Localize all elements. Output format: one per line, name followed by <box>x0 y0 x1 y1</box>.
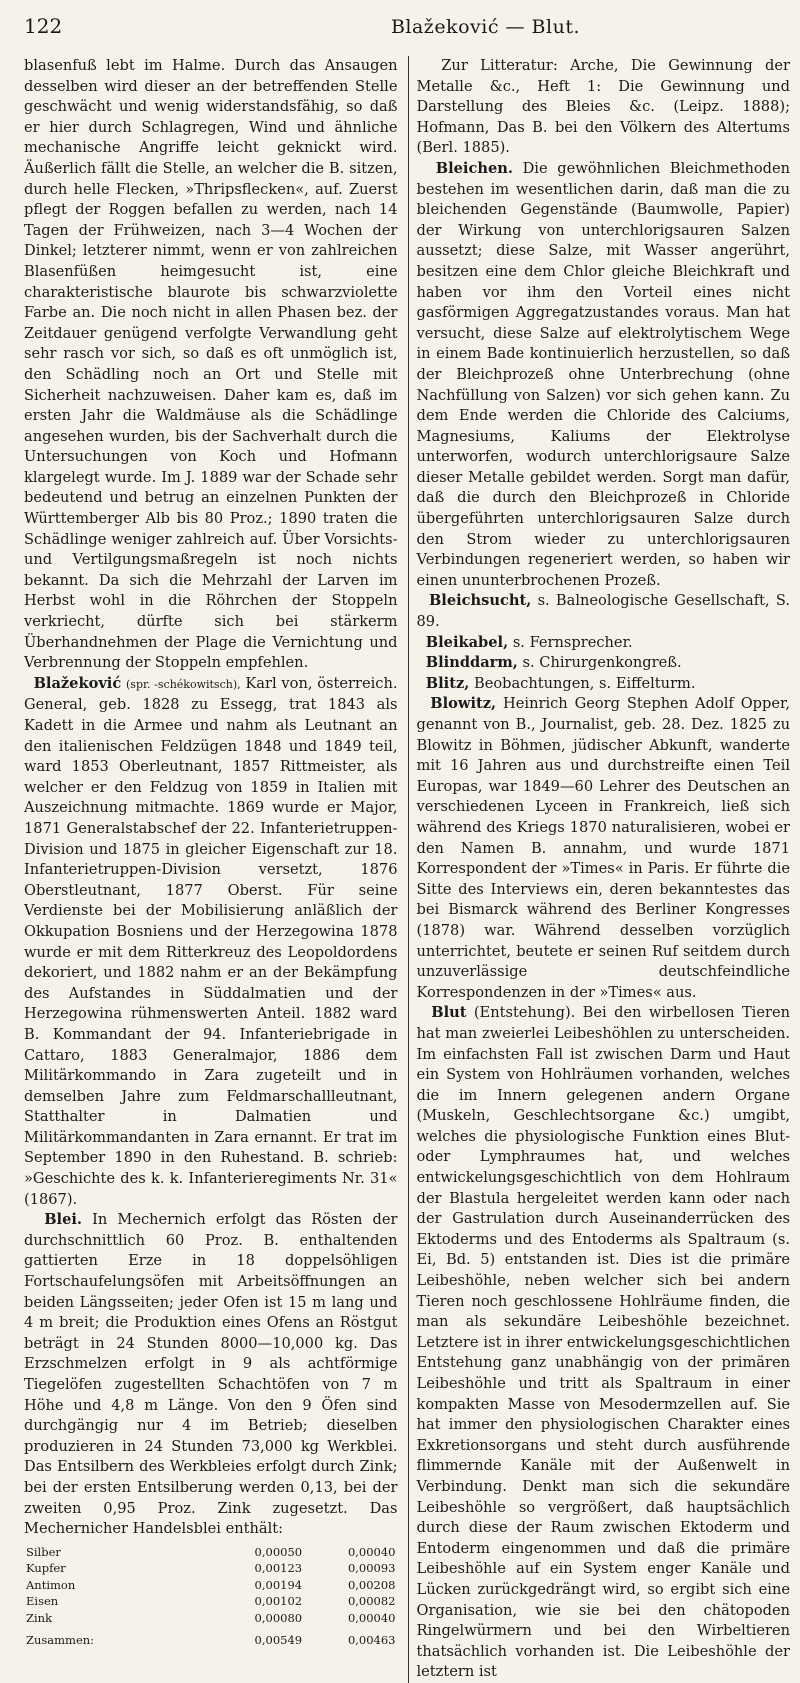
columns <box>24 56 790 1683</box>
total-b: 0,00463 <box>347 1633 396 1648</box>
value-a: 0,00194 <box>254 1577 303 1592</box>
table-row <box>24 1544 398 1561</box>
literature-text: Zur Litteratur: Arche, Die Gewinnung der Metalle &c., Heft 1: Die Gewinnung und Darstellung des Bleies &c. (Leipz. 1888); Hofmann, Das B. bei den Völkern des Altertums (Berl. 1885). <box>416 57 791 157</box>
entry-headword: Blei. <box>44 1211 82 1229</box>
value-b: 0,00040 <box>347 1610 396 1625</box>
entry-headword: Bleichsucht, <box>428 592 532 610</box>
entry-headword: Bleikabel, <box>425 633 509 651</box>
entry-blasenfuss-continued: blasenfuß lebt im Halme. Durch das Ansaugen desselben wird dieser an der betreffenden Stelle geschwächt und wenig widerstandsfähig, so daß er hier durch Schlagregen, Wind und ähnliche mechanische Angriffe leicht geknickt wird. Äußerlich fällt die Stelle, an welcher die B. sitzen, durch helle Flecken, »Thripsflecken«, auf. Zuerst pflegt der Roggen befallen zu werden, nach 14 Tagen der Frühweizen, nach 3—4 Wochen der Dinkel; letzterer nimmt, wenn er von zahlreichen Blasenfüßen heimgesucht ist, eine charakteristische blaurote bis schwarzviolette Farbe an. Die noch nicht in allen Phasen bez. der Zeitdauer genügend verfolgte Verwandlung geht sehr rasch vor sich, so daß es oft unmöglich ist, den Schädling noch an Ort und Stelle mit Sicherheit nachzuweisen. Daher kam es, daß im ersten Jahr die Waldmäuse als die Schädlinge angesehen wurden, bis der Sachverhalt durch die Untersuchungen von Koch und Hofmann klargelegt wurde. Im J. 1889 war der Schade sehr bedeutend und betrug an einzelnen Punkten der Württemberger Alb bis 80 Proz.; 1890 traten die Schädlinge weniger zahlreich auf. Über Vorsichts- und Vertilgungsmaßregeln ist noch nichts bekannt. Da sich die Mehrzahl der Larven im Herbst wohl in die Röhrchen der Stoppeln verkriecht, dürfte sich bei stärkerm Überhandnehmen der Plage die Vernichtung und Verbrennung der Stoppeln empfehlen. <box>24 57 398 672</box>
entry-blei <box>24 1210 398 1540</box>
entry-headword: Blut <box>431 1004 467 1022</box>
running-title: Blažeković — Blut. <box>390 16 580 38</box>
entry-text: Beobachtungen, s. Eiffelturm. <box>473 674 696 692</box>
metal-name: Zink <box>26 1610 53 1625</box>
value-a: 0,00102 <box>254 1594 303 1609</box>
table-row <box>24 1577 398 1594</box>
entry-blitz <box>417 674 791 695</box>
entry-headword: Blitz, <box>425 674 470 692</box>
entry-bleichsucht <box>417 591 791 632</box>
value-a: 0,00123 <box>254 1561 303 1576</box>
entry-blowitz <box>417 694 791 1003</box>
entry-blinddarm <box>417 653 791 674</box>
entry-headword: Blažeković <box>33 674 122 692</box>
entry-text: s. Balneologische Gesellschaft, S. 89. <box>416 592 790 631</box>
page-number: 122 <box>24 14 63 38</box>
entry-text: Die gewöhnlichen Bleichmethoden bestehen im wesentlichen darin, daß man die zu bleichenden Gegenstände (Baumwolle, Papier) der Wirkung von unterchlorigsauren Salzen aussetzt; diese Salze, mit Wasser angerührt, besitzen eine dem Chlor gleiche Bleichkraft und haben vor ihm den Vorteil eines nicht gasförmigen Aggregatzustandes voraus. Man hat versucht, diese Salze auf elektrolytischem Wege in einem Bade kontinuierlich herzustellen, so daß der Bleichprozeß ohne Unterbrechung (ohne Nachfüllung von Salzen) vor sich gehen kann. Zu dem Ende werden die Chloride des Calciums, Magnesiums, Kaliums der Elektrolyse unterworfen, wodurch unterchlorigsaure Salze dieser Metalle gebildet werden. Sorgt man dafür, daß die durch den Bleichprozeß in Chloride übergeführten unterchlorigsauren Salze durch den Strom wieder zu unterchlorigsauren Verbindungen regeneriert werden, so haben wir einen ununterbrochenen Prozeß. <box>416 159 791 589</box>
entry-text: (Entstehung). Bei den wirbellosen Tieren hat man zweierlei Leibeshöhlen zu unterscheiden. Im einfachsten Fall ist zwischen Darm und Haut ein System von Hohlräumen vorhanden, welches die im Innern gelegenen andern Organe (Muskeln, Geschlechtsorgane &c.) umgibt, welches die physiologische Funktion eines Blut- oder Lymphraumes hat, und welches entwickelungsgeschichtlich von dem Hohlraum der Blastula hergeleitet werden kann oder nach der Gastrulation durch Auseinanderrücken des Ektoderms und des Entoderms als Spaltraum (s. Ei, Bd. 5) entstanden ist. Dies ist die primäre Leibeshöhle, neben welcher sich bei andern Tieren noch geschlossene Hohlräume finden, die man als sekundäre Leibeshöhle bezeichnet. Letztere ist in ihrer entwickelungsgeschichtlichen Entstehung ganz unabhängig von der primären Leibeshöhle und tritt als Spaltraum in einer kompakten Masse von Mesodermzellen auf. Sie hat immer den physiologischen Charakter eines Exkretionsorgans und steht durch ausführende flimmernde Kanäle mit der Außenwelt in Verbindung. Denkt man sich die sekundäre Leibeshöhle so vergrößert, daß hauptsächlich durch diese der Raum zwischen Ektoderm und Entoderm eingenommen und daß die primäre Leibeshöhle auf ein System enger Kanäle und Lücken zurückgedrängt wird, so ergibt sich eine Organisation, wie sie bei den chätopoden Ringelwürmern und bei den Wirbeltieren thatsächlich vorhanden ist. Die Leibeshöhle der letztern ist <box>416 1004 790 1681</box>
value-a: 0,00080 <box>254 1610 303 1625</box>
total-label: Zusammen: <box>26 1633 95 1648</box>
pronunciation: (spr. -schékowitsch), <box>126 677 241 691</box>
page-header <box>24 14 790 42</box>
table-total-row <box>24 1626 398 1649</box>
entry-text: Karl von, österreich. General, geb. 1828 zu Essegg, trat 1843 als Kadett in die Armee und nahm als Leutnant an den italienischen Feldzügen 1848 und 1849 teil, ward 1853 Oberleutnant, 1857 Rittmeister, als welcher er den Feldzug von 1859 in Italien mit Auszeichnung mitmachte. 1869 wurde er Major, 1871 Generalstabschef der 22. Infanterietruppen-Division und 1875 in gleicher Eigenschaft zur 18. Infanterietruppen-Division versetzt, 1876 Oberstleutnant, 1877 Oberst. Für seine Verdienste bei der Mobilisierung anläßlich der Okkupation Bosniens und der Herzegowina 1878 wurde er mit dem Ritterkreuz des Leopoldordens dekoriert, und 1882 nahm er an der Bekämpfung des Aufstandes in Süddalmatien und der Herzegowina rühmenswerten Anteil. 1882 ward B. Kommandant der 94. Infanteriebrigade in Cattaro, 1883 Generalmajor, 1886 dem Militärkommando in Zara zugeteilt und in demselben Jahre zum Feldmarschallleutnant, Statthalter in Dalmatien und Militärkommandanten in Zara ernannt. Er trat im September 1890 in den Ruhestand. B. schrieb: »Geschichte des k. k. Infanterieregiments Nr. 31« (1867). <box>24 674 398 1208</box>
entry-text: s. Chirurgenkongreß. <box>522 654 682 672</box>
entry-bleichen <box>417 159 791 591</box>
table-row <box>24 1593 398 1610</box>
value-b: 0,00093 <box>347 1561 396 1576</box>
metal-name: Antimon <box>26 1577 76 1592</box>
lead-composition-table <box>24 1544 398 1649</box>
right-column <box>408 56 791 1683</box>
entry-text: In Mechernich erfolgt das Rösten der durchschnittlich 60 Proz. B. enthaltenden gattierten Erze in 18 doppelsöhligen Fortschaufelungsöfen mit Arbeitsöffnungen an beiden Längsseiten; jeder Ofen ist 15 m lang und 4 m breit; die Produktion eines Ofens an Röstgut beträgt in 24 Stunden 8000—10,000 kg. Das Erzschmelzen erfolgt in 9 als achtförmige Tiegelöfen zugestellten Schachtöfen von 7 m Höhe und 4,8 m Länge. Von den 9 Öfen sind durchgängig nur 4 im Betrieb; dieselben produzieren in 24 Stunden 73,000 kg Werkblei. Das Entsilbern des Werkbleies erfolgt durch Zink; bei der ersten Entsilberung werden 0,13, bei der zweiten 0,95 Proz. Zink zugesetzt. Das Mechernicher Handelsblei enthält: <box>24 1211 398 1538</box>
entry-text: Heinrich Georg Stephen Adolf Opper, genannt von B., Journalist, geb. 28. Dez. 1825 zu Blowitz in Böhmen, jüdischer Abkunft, wanderte mit 16 Jahren aus und durchstreifte einen Teil Europas, war 1849—60 Lehrer des Deutschen an verschiedenen Lyceen in Frankreich, ließ sich während des Kriegs 1870 naturalisieren, wobei er den Namen B. annahm, und wurde 1871 Korrespondent der »Times« in Paris. Er führte die Sitte des Interviews ein, deren bekanntestes das bei Bismarck während des Berliner Kongresses (1878) war. Während desselben vorzüglich unterrichtet, beutete er seinen Ruf seitdem durch unzuverlässige deutschfeindliche Korrespondenzen in der »Times« aus. <box>416 695 790 1001</box>
value-b: 0,00040 <box>347 1544 396 1559</box>
value-a: 0,00050 <box>254 1544 303 1559</box>
entry-blazekovic <box>24 674 398 1210</box>
metal-name: Eisen <box>26 1594 59 1609</box>
left-column <box>24 56 408 1683</box>
literature-note <box>417 56 791 159</box>
entry-text: s. Fernsprecher. <box>512 633 633 651</box>
total-a: 0,00549 <box>254 1633 303 1648</box>
value-b: 0,00082 <box>347 1594 396 1609</box>
entry-headword: Bleichen. <box>435 159 513 177</box>
value-b: 0,00208 <box>347 1577 396 1592</box>
entry-blut <box>417 1003 791 1683</box>
metal-name: Silber <box>26 1544 61 1559</box>
metal-name: Kupfer <box>26 1561 66 1576</box>
entry-headword: Blinddarm, <box>425 654 518 672</box>
table-row <box>24 1610 398 1627</box>
table-row <box>24 1560 398 1577</box>
entry-headword: Blowitz, <box>430 695 497 713</box>
entry-bleikabel <box>417 633 791 654</box>
